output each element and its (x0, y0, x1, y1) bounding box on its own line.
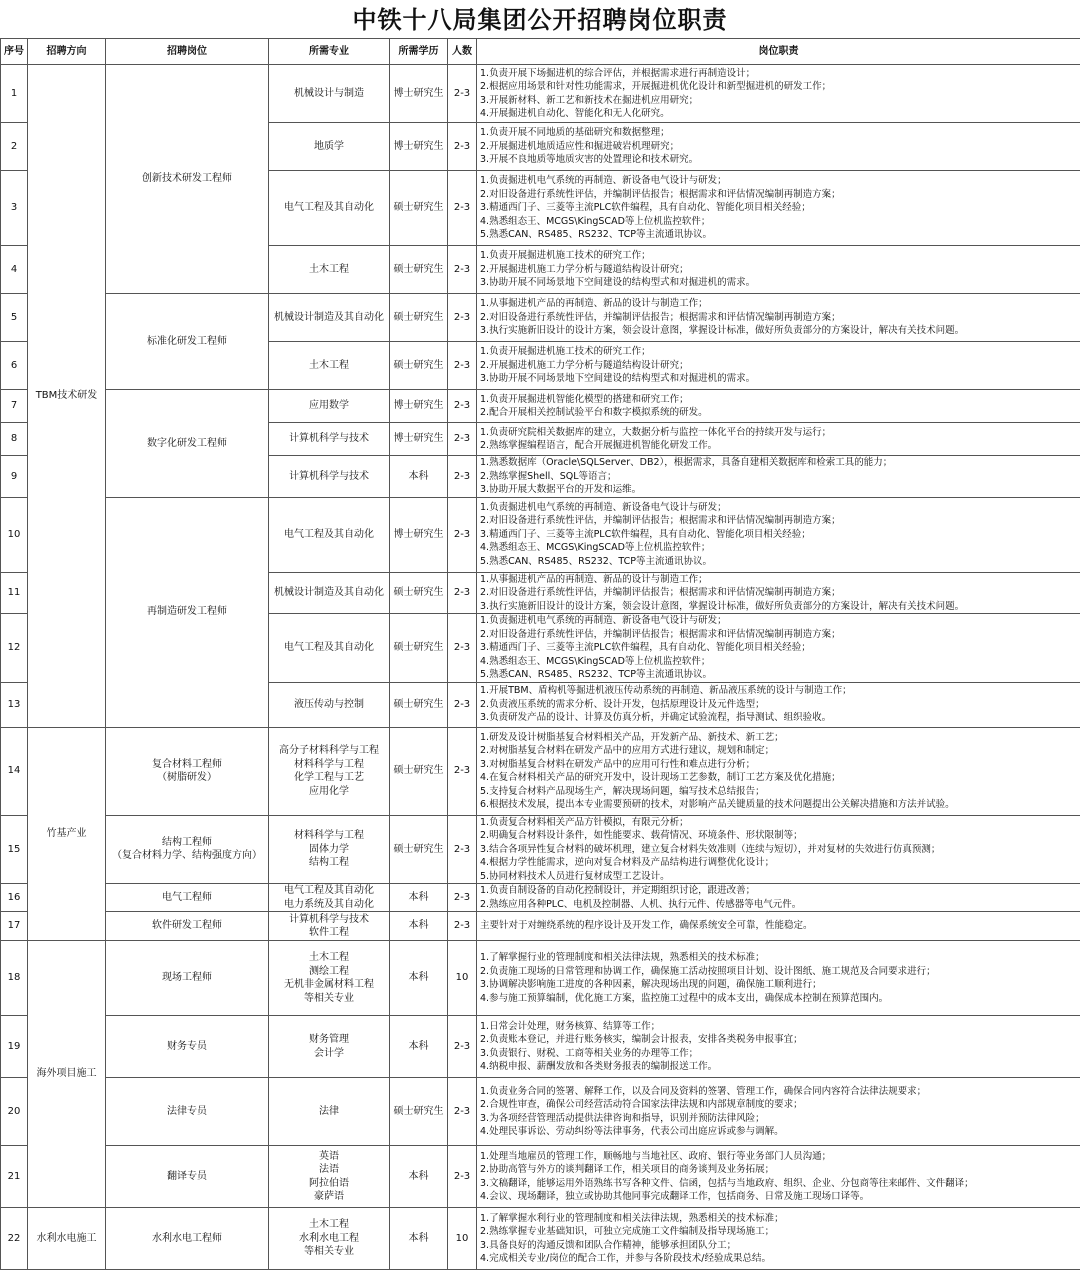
row-duties: 1.负责复合材料相关产品方针模拟，有限元分析； 2.明确复合材料设计条件，如性能要求、载荷情况、环境条件、形状限制等； 3.结合各项异性复合材料的破坏机理，建立复合材料失效准则（连续与短切），并对复材的失效进行仿真预测； 4.根据力学性能需求，逆向对复合材料及产品结构进行调整优化设计； 5.协同材料技术人员进行复材成型工艺设计。 (477, 815, 1080, 884)
row-education: 博士研究生 (390, 423, 448, 456)
row-education: 博士研究生 (390, 497, 448, 572)
table-body (1, 65, 1080, 1270)
row-direction: TBM技术研发 (28, 65, 106, 728)
row-count: 2-3 (448, 1078, 477, 1146)
table-row (1, 497, 1080, 572)
row-education: 硕士研究生 (390, 614, 448, 683)
row-seq: 14 (1, 727, 28, 815)
row-seq: 3 (1, 171, 28, 246)
table-row (1, 1078, 1080, 1146)
row-count: 2-3 (448, 884, 477, 912)
row-seq: 22 (1, 1208, 28, 1270)
row-duties: 1.处理当地雇员的管理工作，顺畅地与当地社区、政府、银行等业务部门人员沟通； 2.协助高管与外方的谈判翻译工作，相关项目的商务谈判及业务拓展； 3.文稿翻译，能够运用外语熟练书写各种文件、信函，包括与当地政府、组织、企业、分包商等往来邮件、文件翻译； 4.会议、现场翻译，独立或协助其他同事完成翻译工作，包括商务、日常及施工现场口译等。 (477, 1146, 1080, 1208)
table-row (1, 912, 1080, 941)
table-row (1, 294, 1080, 342)
row-position: 标准化研发工程师 (106, 294, 269, 390)
row-position: 再制造研发工程师 (106, 497, 269, 727)
row-count: 2-3 (448, 614, 477, 683)
row-count: 2-3 (448, 1146, 477, 1208)
row-major: 土木工程 (269, 246, 390, 294)
table-row (1, 884, 1080, 912)
row-position: 翻译专员 (106, 1146, 269, 1208)
row-duties: 1.负责开展掘进机施工技术的研究工作； 2.开展掘进机施工力学分析与隧道结构设计研究； 3.协助开展不同场景地下空间建设的结构型式和对掘进机的需求。 (477, 246, 1080, 294)
row-education: 硕士研究生 (390, 342, 448, 390)
row-duties: 1.开展TBM、盾构机等掘进机液压传动系统的再制造、新品液压系统的设计与制造工作； 2.负责液压系统的需求分析、设计开发，包括原理设计及元件选型； 3.负责研发产品的设计、计算及仿真分析，并确定试验流程，指导测试、组织验收。 (477, 682, 1080, 727)
row-education: 本科 (390, 912, 448, 941)
row-seq: 21 (1, 1146, 28, 1208)
row-major: 计算机科学与技术 (269, 456, 390, 498)
header-row (1, 39, 1080, 65)
row-education: 博士研究生 (390, 65, 448, 123)
row-count: 2-3 (448, 246, 477, 294)
row-count: 2-3 (448, 727, 477, 815)
row-duties: 1.从事掘进机产品的再制造、新品的设计与制造工作； 2.对旧设备进行系统性评估，并编制评估报告；根据需求和评估情况编制再制造方案； 3.执行实施新旧设计的设计方案，领会设计意图，掌握设计标准，做好所负责部分的方案设计，解决有关技术问题。 (477, 572, 1080, 614)
row-count: 2-3 (448, 423, 477, 456)
row-seq: 6 (1, 342, 28, 390)
row-major: 机械设计制造及其自动化 (269, 294, 390, 342)
header-position: 招聘岗位 (106, 39, 269, 65)
row-major: 机械设计与制造 (269, 65, 390, 123)
row-education: 硕士研究生 (390, 572, 448, 614)
row-major: 电气工程及其自动化 (269, 171, 390, 246)
header-education: 所需学历 (390, 39, 448, 65)
row-education: 硕士研究生 (390, 171, 448, 246)
row-major: 机械设计制造及其自动化 (269, 572, 390, 614)
page-title: 中铁十八局集团公开招聘岗位职责 (0, 0, 1080, 38)
row-duties: 1.负责开展掘进机施工技术的研究工作； 2.开展掘进机施工力学分析与隧道结构设计研究； 3.协助开展不同场景地下空间建设的结构型式和对掘进机的需求。 (477, 342, 1080, 390)
row-count: 2-3 (448, 294, 477, 342)
row-count: 2-3 (448, 497, 477, 572)
row-major: 土木工程 测绘工程 无机非金属材料工程 等相关专业 (269, 941, 390, 1016)
row-major: 液压传动与控制 (269, 682, 390, 727)
row-seq: 13 (1, 682, 28, 727)
header-count: 人数 (448, 39, 477, 65)
row-education: 本科 (390, 1016, 448, 1078)
table-row (1, 815, 1080, 884)
row-duties: 1.研发及设计树脂基复合材料相关产品，开发新产品、新技术、新工艺； 2.对树脂基复合材料在研发产品中的应用方式进行建议，规划和制定； 3.对树脂基复合材料在研发产品中的应用可行性和难点进行分析； 4.在复合材料相关产品的研究开发中，设计现场工艺参数，制订工艺方案及优化措施； 5.支持复合材料产品现场生产，解决现场问题，编写技术总结报告； 6.根据技术发展，提出本专业需要预研的技术，对影响产品关键质量的技术问题提出公关解决措施和方法并试验。 (477, 727, 1080, 815)
table-row (1, 727, 1080, 815)
row-direction: 竹基产业 (28, 727, 106, 941)
row-position: 水利水电工程师 (106, 1208, 269, 1270)
row-count: 2-3 (448, 342, 477, 390)
row-education: 硕士研究生 (390, 815, 448, 884)
row-seq: 19 (1, 1016, 28, 1078)
row-count: 2-3 (448, 1016, 477, 1078)
row-major: 财务管理 会计学 (269, 1016, 390, 1078)
row-duties: 1.了解掌握行业的管理制度和相关法律法规，熟悉相关的技术标准； 2.负责施工现场的日常管理和协调工作，确保施工活动按照项目计划、设计图纸、施工规范及合同要求进行； 3.协调解决影响施工进度的各种因素，解决现场出现的问题，确保施工顺利进行； 4.参与施工预算编制，优化施工方案，监控施工过程中的成本支出，确保成本控制在预算范围内。 (477, 941, 1080, 1016)
row-duties: 1.负责开展下场掘进机的综合评估，并根据需求进行再制造设计； 2.根据应用场景和针对性功能需求，开展掘进机优化设计和新型掘进机的研发工作； 3.开展新材料、新工艺和新技术在掘进机应用研究； 4.开展掘进机自动化、智能化和无人化研究。 (477, 65, 1080, 123)
row-count: 10 (448, 941, 477, 1016)
row-duties: 主要针对于对缠绕系统的程序设计及开发工作，确保系统安全可靠，性能稳定。 (477, 912, 1080, 941)
row-duties: 1.负责掘进机电气系统的再制造、新设备电气设计与研发； 2.对旧设备进行系统性评估，并编制评估报告；根据需求和评估情况编制再制造方案； 3.精通西门子、三菱等主流PLC软件编程，具有自动化、智能化项目相关经验； 4.熟悉组态王、MCGS\KingSCAD等上位机监控软件； 5.熟悉CAN、RS485、RS232、TCP等主流通讯协议。 (477, 497, 1080, 572)
row-education: 本科 (390, 1208, 448, 1270)
row-duties: 1.负责掘进机电气系统的再制造、新设备电气设计与研发； 2.对旧设备进行系统性评估，并编制评估报告；根据需求和评估情况编制再制造方案； 3.精通西门子、三菱等主流PLC软件编程，具有自动化、智能化项目相关经验； 4.熟悉组态王、MCGS\KingSCAD等上位机监控软件； 5.熟悉CAN、RS485、RS232、TCP等主流通讯协议。 (477, 171, 1080, 246)
row-duties: 1.熟悉数据库（Oracle\SQLServer、DB2），根据需求，具备自建相关数据库和检索工具的能力； 2.熟练掌握Shell、SQL等语言； 3.协助开展大数据平台的开发和运维。 (477, 456, 1080, 498)
row-education: 本科 (390, 884, 448, 912)
row-seq: 15 (1, 815, 28, 884)
row-direction: 海外项目施工 (28, 941, 106, 1208)
row-duties: 1.负责掘进机电气系统的再制造、新设备电气设计与研发； 2.对旧设备进行系统性评估，并编制评估报告；根据需求和评估情况编制再制造方案； 3.精通西门子、三菱等主流PLC软件编程，具有自动化、智能化项目相关经验； 4.熟悉组态王、MCGS\KingSCAD等上位机监控软件； 5.熟悉CAN、RS485、RS232、TCP等主流通讯协议。 (477, 614, 1080, 683)
row-count: 2-3 (448, 912, 477, 941)
row-major: 英语 法语 阿拉伯语 豪萨语 (269, 1146, 390, 1208)
row-position: 电气工程师 (106, 884, 269, 912)
row-duties: 1.了解掌握水利行业的管理制度和相关法律法规，熟悉相关的技术标准； 2.熟练掌握专业基础知识，可独立完成施工文件编制及指导现场施工； 3.具备良好的沟通反馈和团队合作精神，能够承担团队分工； 4.完成相关专业/岗位的配合工作，并参与各阶段技术/经验成果总结。 (477, 1208, 1080, 1270)
header-major: 所需专业 (269, 39, 390, 65)
row-education: 本科 (390, 941, 448, 1016)
row-education: 硕士研究生 (390, 1078, 448, 1146)
row-major: 地质学 (269, 123, 390, 171)
row-major: 土木工程 (269, 342, 390, 390)
row-count: 2-3 (448, 65, 477, 123)
row-education: 本科 (390, 456, 448, 498)
row-count: 2-3 (448, 456, 477, 498)
row-seq: 20 (1, 1078, 28, 1146)
row-count: 2-3 (448, 572, 477, 614)
row-major: 高分子材料科学与工程 材料科学与工程 化学工程与工艺 应用化学 (269, 727, 390, 815)
table-row (1, 941, 1080, 1016)
row-major: 应用数学 (269, 390, 390, 423)
row-education: 硕士研究生 (390, 294, 448, 342)
row-seq: 12 (1, 614, 28, 683)
row-seq: 17 (1, 912, 28, 941)
row-education: 硕士研究生 (390, 246, 448, 294)
table-row (1, 390, 1080, 423)
row-duties: 1.负责开展掘进机智能化模型的搭建和研究工作； 2.配合开展相关控制试验平台和数字模拟系统的研发。 (477, 390, 1080, 423)
row-duties: 1.负责开展不同地质的基础研究和数据整理； 2.开展掘进机地质适应性和掘进破岩机理研究； 3.开展不良地质等地质灾害的处置理论和技术研究。 (477, 123, 1080, 171)
row-seq: 10 (1, 497, 28, 572)
row-duties: 1.负责自制设备的自动化控制设计，并定期组织讨论，跟进改善； 2.熟练应用各种PLC、电机及控制器、人机、执行元件、传感器等电气元件。 (477, 884, 1080, 912)
row-count: 2-3 (448, 171, 477, 246)
header-duties: 岗位职责 (477, 39, 1080, 65)
row-seq: 7 (1, 390, 28, 423)
row-seq: 1 (1, 65, 28, 123)
row-seq: 2 (1, 123, 28, 171)
row-education: 本科 (390, 1146, 448, 1208)
row-position: 复合材料工程师 （树脂研发） (106, 727, 269, 815)
row-major: 土木工程 水利水电工程 等相关专业 (269, 1208, 390, 1270)
row-duties: 1.从事掘进机产品的再制造、新品的设计与制造工作； 2.对旧设备进行系统性评估，并编制评估报告；根据需求和评估情况编制再制造方案； 3.执行实施新旧设计的设计方案，领会设计意图，掌握设计标准，做好所负责部分的方案设计，解决有关技术问题。 (477, 294, 1080, 342)
table-row (1, 1208, 1080, 1270)
row-education: 硕士研究生 (390, 682, 448, 727)
row-major: 计算机科学与技术 (269, 423, 390, 456)
row-position: 现场工程师 (106, 941, 269, 1016)
row-position: 软件研发工程师 (106, 912, 269, 941)
row-seq: 8 (1, 423, 28, 456)
row-duties: 1.日常会计处理，财务核算、结算等工作； 2.负责账本登记，并进行账务核实，编制会计报表，安排各类税务申报事宜； 3.负责银行、财税、工商等相关业务的办理等工作； 4.纳税申报、薪酬发放和各类财务报表的编制报送工作。 (477, 1016, 1080, 1078)
row-position: 财务专员 (106, 1016, 269, 1078)
header-direction: 招聘方向 (28, 39, 106, 65)
row-seq: 18 (1, 941, 28, 1016)
row-seq: 16 (1, 884, 28, 912)
header-seq: 序号 (1, 39, 28, 65)
row-position: 结构工程师 （复合材料力学、结构强度方向） (106, 815, 269, 884)
row-major: 电气工程及其自动化 (269, 614, 390, 683)
row-duties: 1.负责研究院相关数据库的建立，大数据分析与监控一体化平台的持续开发与运行； 2.熟练掌握编程语言，配合开展掘进机智能化研发工作。 (477, 423, 1080, 456)
recruitment-table (0, 38, 1080, 1270)
row-major: 材料科学与工程 固体力学 结构工程 (269, 815, 390, 884)
row-major: 电气工程及其自动化 电力系统及其自动化 (269, 884, 390, 912)
row-position: 数字化研发工程师 (106, 390, 269, 498)
row-seq: 11 (1, 572, 28, 614)
table-row (1, 1146, 1080, 1208)
row-seq: 9 (1, 456, 28, 498)
row-position: 法律专员 (106, 1078, 269, 1146)
row-count: 2-3 (448, 390, 477, 423)
row-duties: 1.负责业务合同的签署、解释工作，以及合同及资料的签署、管理工作，确保合同内容符合法律法规要求； 2.合规性审查，确保公司经营活动符合国家法律法规和内部规章制度的要求； 3.为各项经营管理活动提供法律咨询和指导，识别并预防法律风险； 4.处理民事诉讼、劳动纠纷等法律事务，代表公司出庭应诉或参与调解。 (477, 1078, 1080, 1146)
row-count: 10 (448, 1208, 477, 1270)
table-row (1, 65, 1080, 123)
row-count: 2-3 (448, 123, 477, 171)
row-seq: 5 (1, 294, 28, 342)
row-seq: 4 (1, 246, 28, 294)
row-count: 2-3 (448, 815, 477, 884)
row-education: 博士研究生 (390, 390, 448, 423)
row-major: 法律 (269, 1078, 390, 1146)
row-direction: 水利水电施工 (28, 1208, 106, 1270)
row-count: 2-3 (448, 682, 477, 727)
row-major: 计算机科学与技术 软件工程 (269, 912, 390, 941)
row-major: 电气工程及其自动化 (269, 497, 390, 572)
row-position: 创新技术研发工程师 (106, 65, 269, 294)
table-row (1, 1016, 1080, 1078)
row-education: 硕士研究生 (390, 727, 448, 815)
row-education: 博士研究生 (390, 123, 448, 171)
